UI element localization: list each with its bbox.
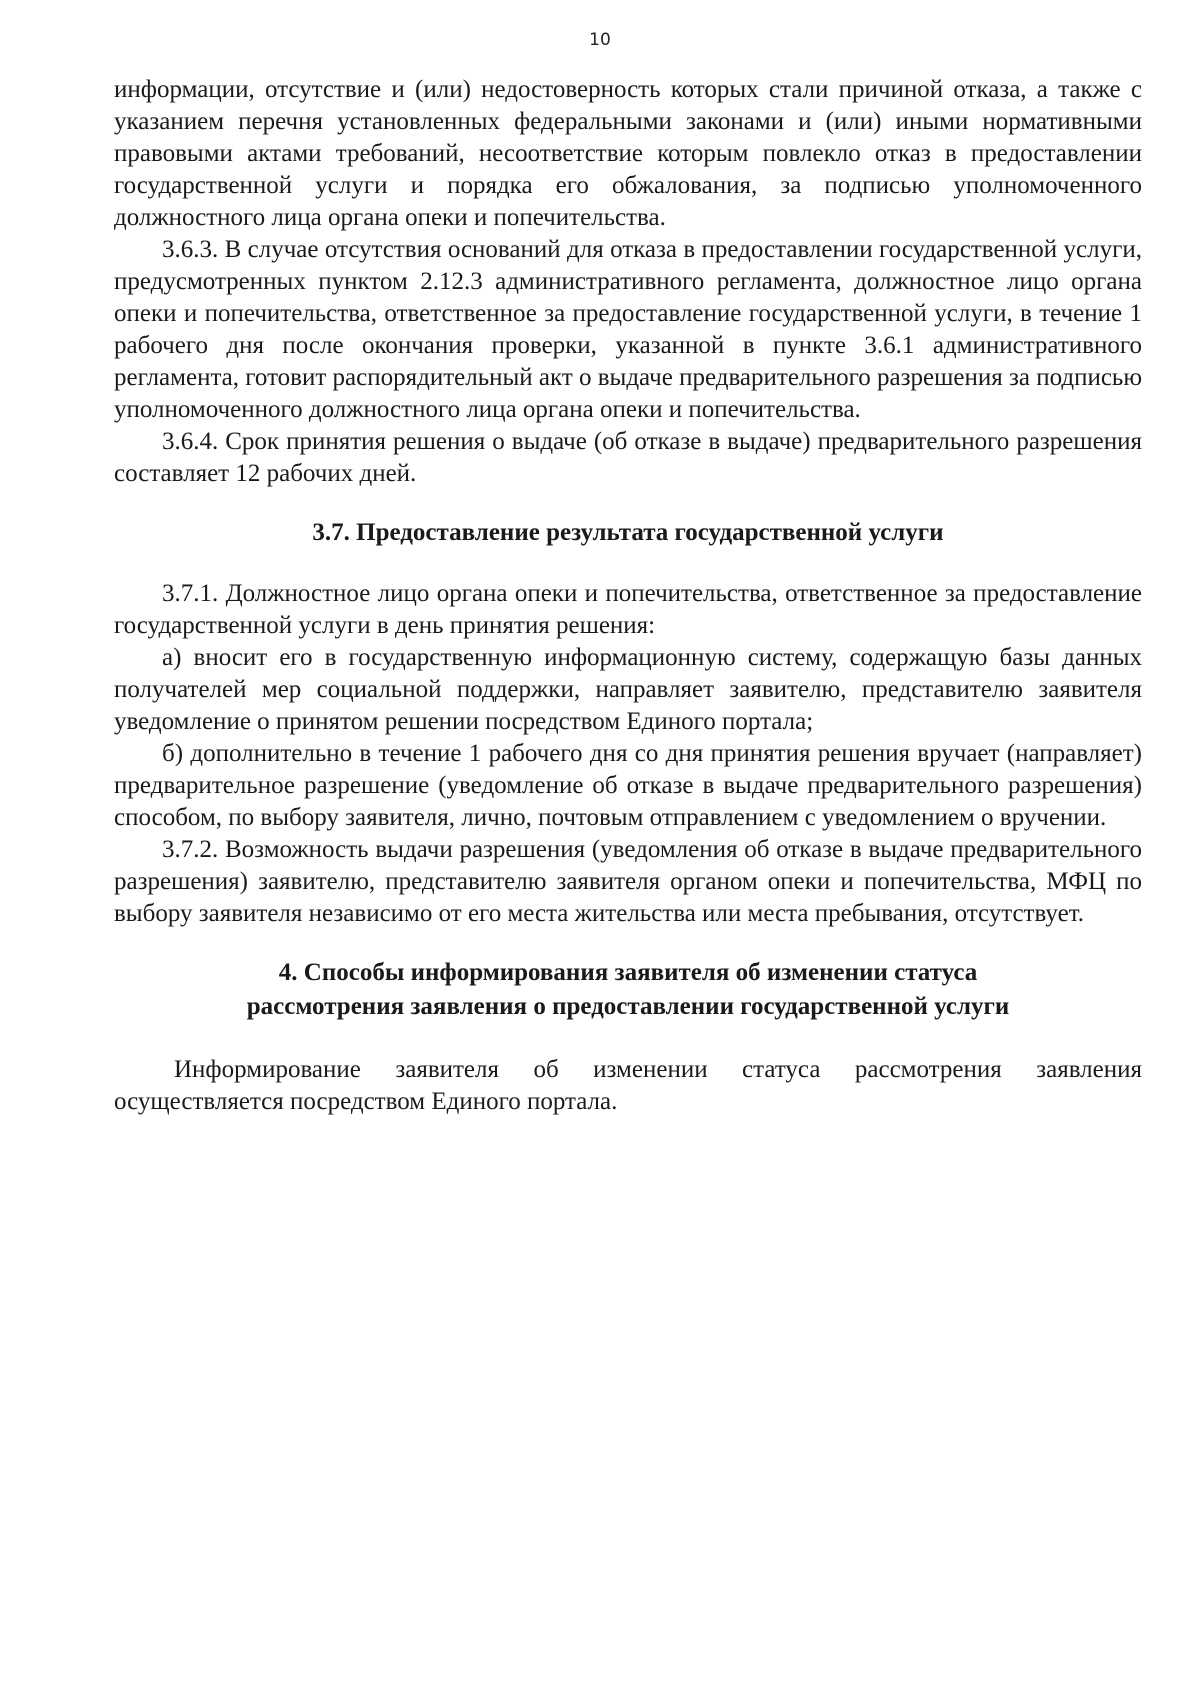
section-heading-3-7: 3.7. Предоставление результата государственной услуги	[312, 519, 944, 546]
paragraph-item-a: а) вносит его в государственную информационную систему, содержащую базы данных получателей мер социальной поддержки, направляет заявителю, представителю заявителя уведомление о принятом решении посредством Единого портала;	[114, 644, 1142, 735]
page-number: 10	[589, 30, 611, 50]
paragraph-3-7-1: 3.7.1. Должностное лицо органа опеки и попечительства, ответственное за предоставление государственной услуги в день принятия решения:	[114, 580, 1142, 639]
section-heading-4-line-1: 4. Способы информирования заявителя об изменении статуса	[278, 959, 978, 986]
section-heading-4	[114, 956, 1142, 1024]
section-heading-4-line-2: рассмотрения заявления о предоставлении государственной услуги	[246, 993, 1010, 1020]
document-body	[114, 74, 1142, 1118]
paragraph-3-7-2: 3.7.2. Возможность выдачи разрешения (уведомления об отказе в выдаче предварительного разрешения) заявителю, представителю заявителя органом опеки и попечительства, МФЦ по выбору заявителя независимо от его места жительства или места пребывания, отсутствует.	[114, 836, 1142, 927]
paragraph-3-6-4: 3.6.4. Срок принятия решения о выдаче (об отказе в выдаче) предварительного разрешения составляет 12 рабочих дней.	[114, 428, 1142, 487]
paragraph-informing: Информирование заявителя об изменении статуса рассмотрения заявления осуществляется посредством Единого портала.	[114, 1056, 1142, 1115]
paragraph-continuation: информации, отсутствие и (или) недостоверность которых стали причиной отказа, а также с указанием перечня установленных федеральными законами и (или) иными нормативными правовыми актами требований, несоответствие которым повлекло отказ в предоставлении государственной услуги и порядка его обжалования, за подписью уполномоченного должностного лица органа опеки и попечительства.	[114, 76, 1142, 231]
paragraph-3-6-3: 3.6.3. В случае отсутствия оснований для отказа в предоставлении государственной услуги, предусмотренных пунктом 2.12.3 административного регламента, должностное лицо органа опеки и попечительства, ответственное за предоставление государственной услуги, в течение 1 рабочего дня после окончания проверки, указанной в пункте 3.6.1 административного регламента, готовит распорядительный акт о выдаче предварительного разрешения за подписью уполномоченного должностного лица органа опеки и попечительства.	[114, 236, 1143, 423]
paragraph-item-b: б) дополнительно в течение 1 рабочего дня со дня принятия решения вручает (направляет) предварительное разрешение (уведомление об отказе в выдаче предварительного разрешения) способом, по выбору заявителя, лично, почтовым отправлением с уведомлением о вручении.	[114, 740, 1142, 831]
